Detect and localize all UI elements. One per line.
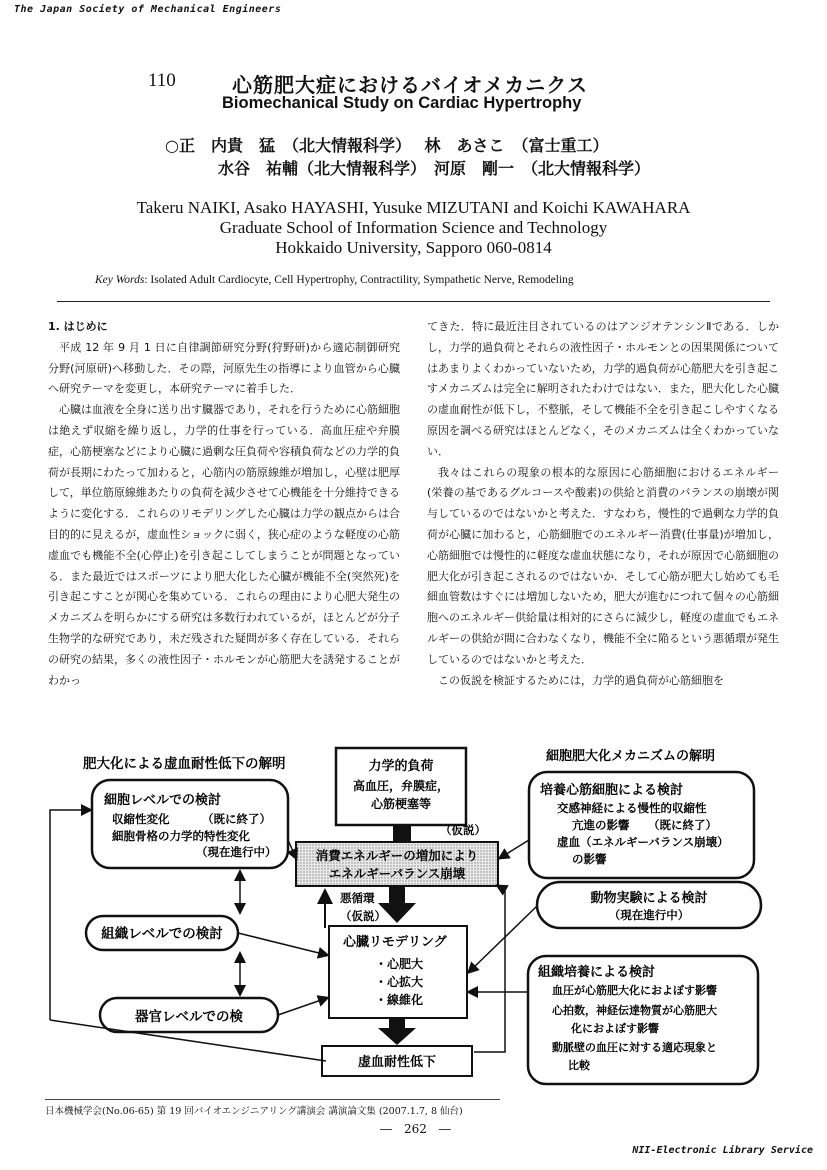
paragraph: 心臓は血液を全身に送り出す臓器であり，それを行うために心筋細胞は絶えず収縮を繰り返し，力学的仕事を行っている．高血圧症や弁膜症，心筋梗塞などにより心臓に過剰な圧負荷や容積負荷などの力学的負荷が長期にわたって加わると，心筋内の筋原線維が増加し，心壁は肥厚して，単位筋原線維あたりの負荷を減少させて心機能を十分維持できるように変化する．これらのリモデリングした心臓は力学の観点からは合目的的に見えるが，虚血性ショックに弱く，狭心症のような軽度の心筋虚血でも機能不全(心停止)を引き起こしてしまうことが問題となっている．また最近ではスポーツにより肥大化した心臓が機能不全(突然死)を引き起こすことが関心を集めている．これらの理由により心肥大発生のメカニズムを明らかにする研究は多数行われているが，ほとんどが分子生物学的な研究であり，未だ残された疑問が多く存在している．それらの研究の結果，多くの液性因子・ホルモンが心筋肥大を誘発することがわかっ — [48, 403, 400, 687]
society-header: The Japan Society of Mechanical Engineers — [14, 4, 282, 15]
animal-exp-title: 動物実験による検討 — [590, 891, 708, 906]
tissue-culture-line4: 動脈壁の血圧に対する適応現象と — [552, 1041, 717, 1054]
tissue-culture-title: 組織培養による検討 — [538, 965, 656, 980]
proceedings-note: 日本機械学会(No.06-65) 第 19 回バイオエンジニアリング講演会 講演論文集 (2007.1.7, 8 仙台) — [45, 1106, 463, 1117]
right-column — [427, 317, 779, 691]
remodeling-title: 心臓リモデリング — [343, 935, 447, 950]
vicious-cycle-line2: （仮説） — [340, 909, 386, 923]
section-heading: 1. はじめに — [48, 320, 108, 333]
thick-arrow-down-2 — [378, 1018, 416, 1045]
cell-level-line3: （現在進行中） — [196, 845, 277, 859]
left-diagram-title: 肥大化による虚血耐性低下の解明 — [83, 756, 286, 772]
organ-level-title: 器官レベルでの検 — [135, 1009, 243, 1025]
connector-tissue-remodel — [238, 933, 327, 955]
ischemia-title: 虚血耐性低下 — [357, 1055, 437, 1070]
paragraph: 我々はこれらの現象の根本的な原因に心筋細胞におけるエネルギー(栄養の基であるグルコースや酸素)の供給と消費のバランスの崩壊が関与しているのではないかと考えた．すなわち，慢性的で過剰な力学的負荷が心臓に加わると，心筋細胞でのエネルギー消費(仕事量)が増加し，心筋細胞では慢性的に軽度な虚血状態になり，それが原因で心筋細胞の肥大化が引き起こされるのではないか．そして心筋が肥大し始めても毛細血管数はすぐには増加しないため，肥大が進むにつれて個々の心筋細胞へのエネルギー供給量は相対的にさらに減少し，軽度の虚血でもエネルギーの供給が間に合わなくなり，機能不全に陥るという悪循環が発生しているのではないかと考えた． — [427, 465, 779, 666]
culture-cell-line2a: 亢進の影響 — [572, 818, 630, 832]
address: Hokkaido University, Sapporo 060-0814 — [275, 238, 552, 257]
feedback-loop-left — [50, 810, 90, 1020]
left-column — [48, 317, 400, 691]
cell-level-line1a: 収縮性変化 — [112, 812, 170, 826]
service-footer: NII-Electronic Library Service — [632, 1145, 813, 1156]
title-japanese: 心筋肥大症におけるバイオメカニクス — [232, 73, 588, 97]
page-number: ― 262 ― — [380, 1122, 451, 1136]
title-english: Biomechanical Study on Cardiac Hypertrophy — [222, 94, 582, 112]
energy-balance-line2: エネルギーバランス崩壊 — [328, 866, 466, 881]
animal-exp-status: （現在進行中） — [608, 908, 690, 922]
footer-rule — [45, 1099, 500, 1100]
tissue-culture-line3: 化におよぼす影響 — [571, 1022, 659, 1035]
tissue-culture-line1: 血圧が心筋肥大化におよぼす影響 — [552, 984, 717, 997]
remodeling-item3: ・線維化 — [375, 993, 424, 1007]
mech-load-line1: 高血圧，弁膜症， — [352, 779, 450, 793]
paragraph: この仮説を検証するためには，力学的過負荷が心筋細胞を — [438, 673, 724, 687]
tissue-culture-line5: 比較 — [568, 1059, 590, 1072]
affiliation: Graduate School of Information Science and Technology — [219, 218, 608, 237]
remodeling-item1: ・心肥大 — [375, 957, 424, 971]
culture-cell-line2b: （既に終了） — [648, 818, 717, 832]
paragraph: てきた．特に最近注目されているのはアンジオテンシンⅡである．しかし，力学的過負荷とそれらの液性因子・ホルモンとの因果関係についてはあまりよくわかっていないため，力学的過負荷が心筋肥大を引き起こすメカニズムは完全に解明されたわけではない．また，肥大化した心臓の虚血耐性が低下し，不整脈，そして機能不全を引き起こしやすくなる原因を調べる研究はほとんどなく，そのメカニズムは全くわかっていない． — [427, 320, 779, 458]
header-rule — [57, 301, 770, 302]
culture-cell-line3: 虚血（エネルギーバランス崩壊） — [557, 835, 729, 849]
feedback-loop-bottom — [50, 1020, 326, 1061]
culture-cell-line4: の影響 — [572, 852, 607, 866]
paragraph: 平成 12 年 9 月 1 日に自律調節研究分野(狩野研)から適応制御研究分野(河原研)へ移動した．その際，河原先生の指導により血管から心臓へ研究テーマを変更し，本研究テーマに着手した． — [48, 340, 400, 396]
feedback-loop-right — [474, 886, 505, 1052]
right-diagram-title: 細胞肥大化メカニズムの解明 — [546, 749, 716, 764]
authors-ja-row1: ○正 内貴 猛 （北大情報科学） 林 あさこ （富士重工） — [165, 136, 609, 155]
mech-load-line2: 心筋梗塞等 — [370, 797, 432, 811]
keywords-text: : Isolated Adult Cardiocyte, Cell Hypertrophy, Contractility, Sympathetic Nerve, Remodeling — [144, 274, 574, 286]
energy-balance-line1: 消費エネルギーの増加により — [315, 848, 479, 863]
tissue-culture-line2: 心拍数，神経伝達物質が心筋肥大 — [552, 1004, 717, 1017]
authors-english: Takeru NAIKI, Asako HAYASHI, Yusuke MIZUTANI and Koichi KAWAHARA — [136, 198, 691, 217]
authors-ja-row2: 水谷 祐輔（北大情報科学） 河原 剛一 （北大情報科学） — [218, 159, 651, 178]
research-diagram — [0, 730, 827, 1090]
remodeling-item2: ・心拡大 — [375, 975, 424, 989]
connector-organ-remodel — [278, 998, 327, 1015]
connector-animal-remodel — [469, 906, 537, 972]
cell-level-title: 細胞レベルでの検討 — [104, 793, 222, 808]
keywords-label: Key Words — [95, 274, 145, 286]
cell-level-line2: 細胞骨格の力学的特性変化 — [112, 829, 250, 843]
paper-number: 110 — [148, 70, 176, 91]
hypothesis-label: （仮説） — [440, 823, 486, 837]
culture-cell-title: 培養心筋細胞による検討 — [540, 783, 684, 798]
vicious-cycle-line1: 悪循環 — [340, 891, 375, 905]
cell-level-line1b: （既に終了） — [202, 812, 271, 826]
keywords — [95, 274, 574, 286]
connector-culture-energy — [500, 840, 529, 858]
thick-arrow-shaft — [393, 825, 411, 843]
culture-cell-line1: 交感神経による慢性的収縮性 — [557, 801, 707, 815]
mech-load-title: 力学的負荷 — [368, 759, 434, 774]
tissue-level-title: 組織レベルでの検討 — [101, 926, 223, 942]
